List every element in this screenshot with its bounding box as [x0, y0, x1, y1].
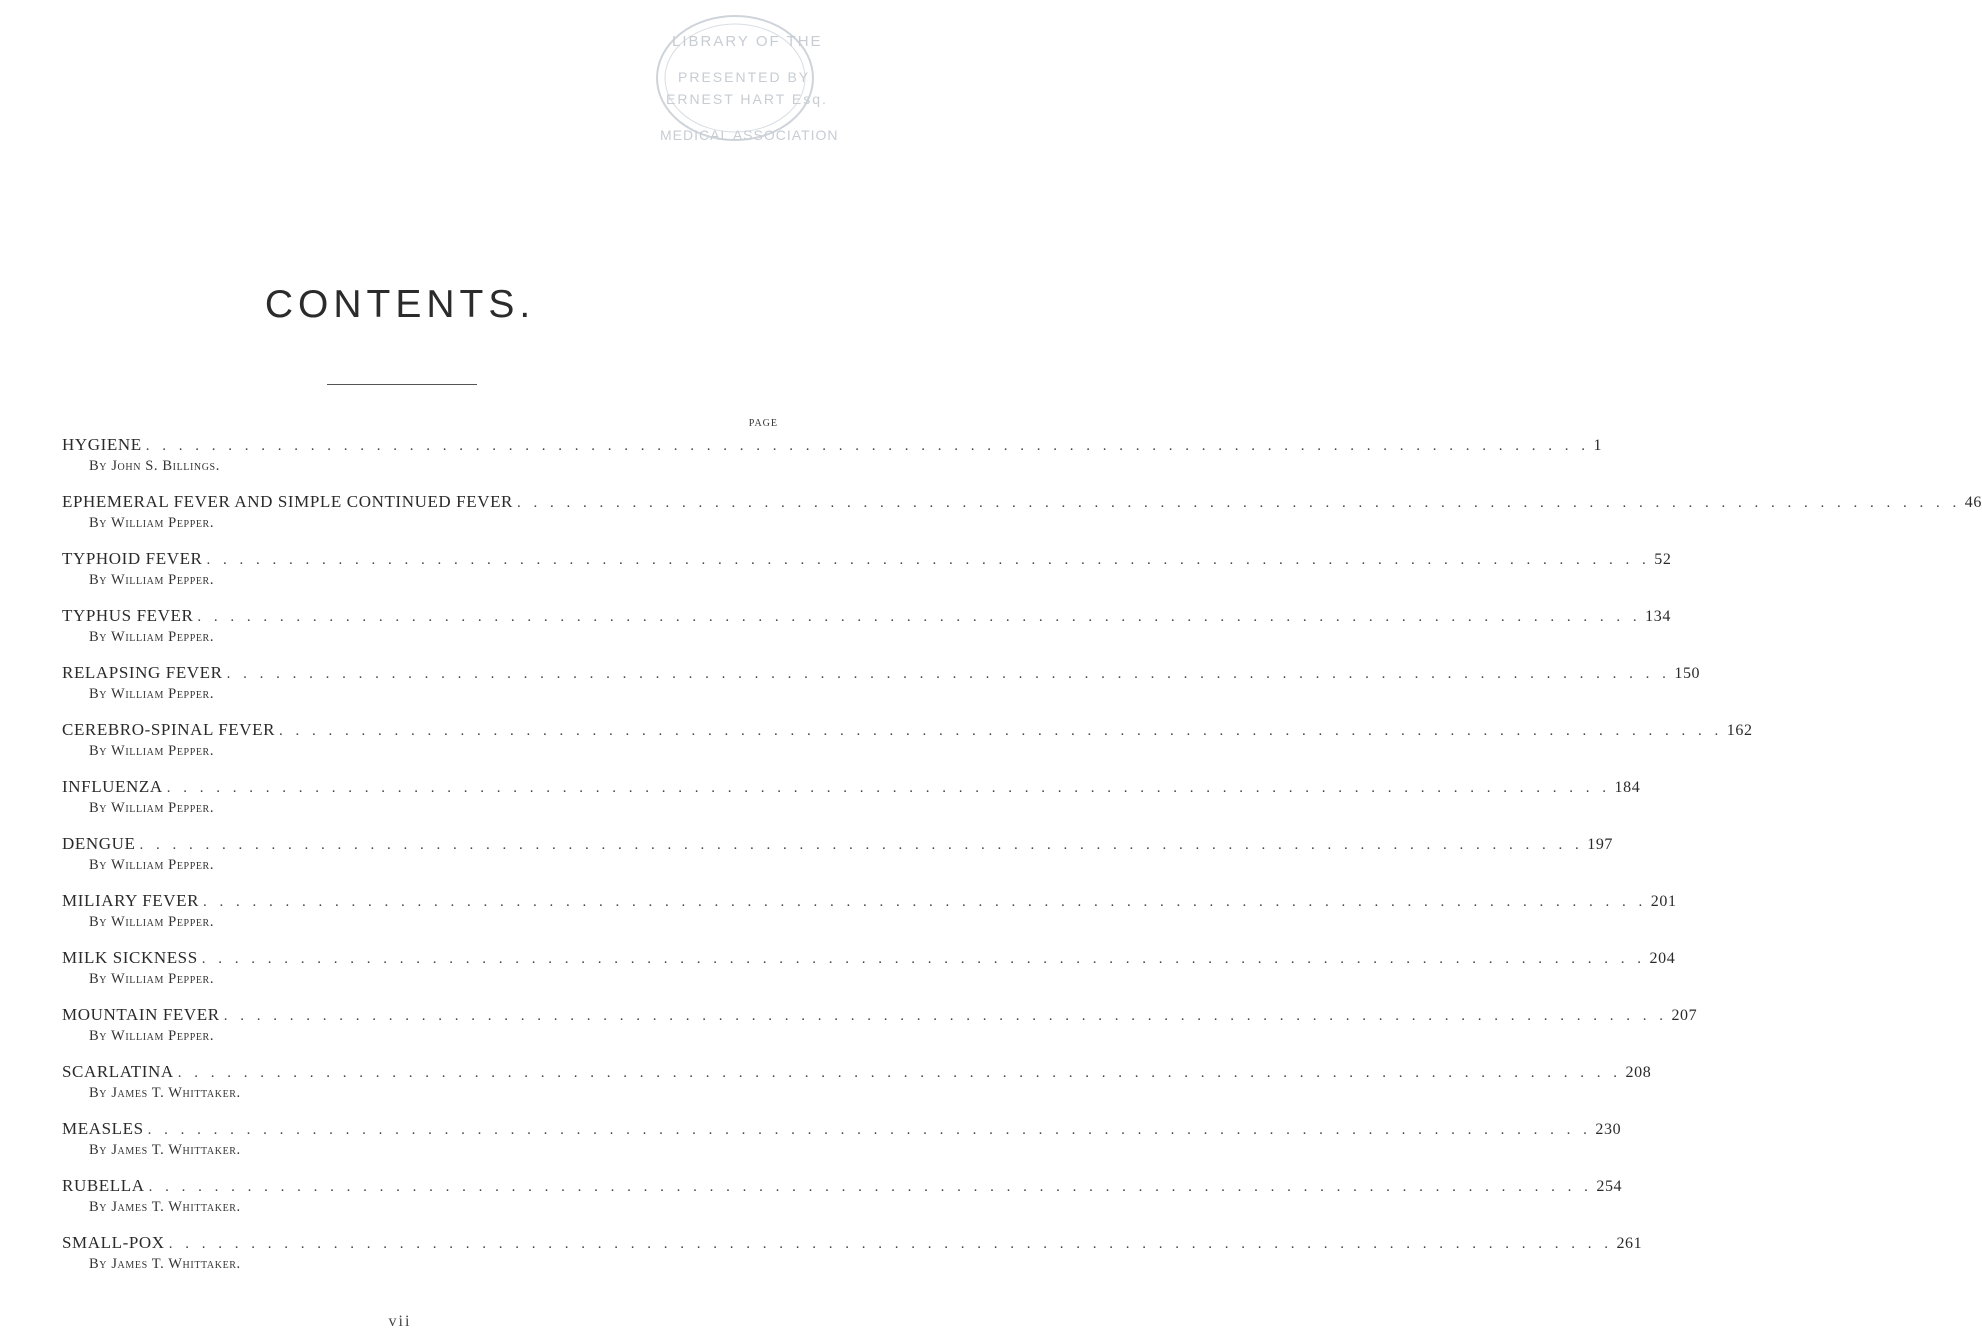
stamp-line-bottom: MEDICAL ASSOCIATION	[660, 127, 839, 143]
leader-dots	[279, 720, 1723, 742]
contents-list	[62, 434, 1982, 1289]
entry-page: 134	[1645, 608, 1671, 625]
entry-title: EPHEMERAL FEVER AND SIMPLE CONTINUED FEVER	[62, 492, 513, 511]
entry-author: By James T. Whittaker.	[89, 1142, 241, 1158]
leader-dots	[146, 435, 1590, 457]
leader-dots	[167, 777, 1611, 799]
entry-author: By William Pepper.	[89, 686, 215, 702]
entry-page: 254	[1596, 1178, 1623, 1195]
entry-page: 201	[1650, 893, 1677, 910]
entry-title: INFLUENZA	[62, 777, 163, 796]
contents-entry	[62, 776, 1641, 833]
page-folio: vii	[388, 1313, 412, 1330]
leader-dots	[224, 1005, 1668, 1027]
leader-dots	[178, 1062, 1622, 1084]
leader-dots	[202, 948, 1646, 970]
entry-title: SMALL-POX	[62, 1233, 165, 1252]
contents-entry	[62, 662, 1701, 719]
contents-entry	[62, 890, 1677, 947]
entry-author: By William Pepper.	[89, 971, 215, 987]
entry-title: CEREBRO-SPINAL FEVER	[62, 720, 276, 739]
leader-dots	[517, 492, 1961, 514]
leader-dots	[148, 1119, 1592, 1141]
entry-title: MILK SICKNESS	[62, 948, 198, 967]
contents-entry	[62, 1004, 1698, 1061]
entry-title: SCARLATINA	[62, 1062, 174, 1081]
entry-page: 1	[1593, 437, 1603, 454]
contents-entry	[62, 491, 1982, 548]
entry-page: 261	[1616, 1235, 1643, 1252]
contents-entry	[62, 605, 1671, 662]
entry-page: 230	[1595, 1121, 1622, 1138]
contents-entry	[62, 434, 1603, 491]
leader-dots	[207, 549, 1651, 571]
contents-entry	[62, 1118, 1622, 1175]
entry-title: DENGUE	[62, 834, 136, 853]
entry-page: 207	[1671, 1007, 1698, 1024]
entry-page: 204	[1649, 950, 1676, 967]
entry-page: 208	[1625, 1064, 1652, 1081]
entry-author: By William Pepper.	[89, 572, 215, 588]
leader-dots	[169, 1233, 1613, 1255]
contents-entry	[62, 1175, 1623, 1232]
entry-author: By William Pepper.	[89, 800, 215, 816]
leader-dots	[139, 834, 1583, 856]
leader-dots	[197, 606, 1641, 628]
entry-author: By William Pepper.	[89, 1028, 215, 1044]
entry-title: RELAPSING FEVER	[62, 663, 223, 682]
entry-page: 184	[1614, 779, 1641, 796]
entry-page: 150	[1674, 665, 1701, 682]
entry-title: MOUNTAIN FEVER	[62, 1005, 220, 1024]
contents-entry	[62, 947, 1676, 1004]
page-column-header: PAGE	[748, 418, 778, 429]
entry-title: MEASLES	[62, 1119, 144, 1138]
leader-dots	[149, 1176, 1593, 1198]
entry-author: By James T. Whittaker.	[89, 1199, 241, 1215]
entry-author: By William Pepper.	[89, 914, 215, 930]
entry-author: By William Pepper.	[89, 857, 215, 873]
entry-author: By James T. Whittaker.	[89, 1256, 241, 1272]
entry-author: By William Pepper.	[89, 629, 215, 645]
leader-dots	[227, 663, 1671, 685]
title-rule	[327, 384, 477, 385]
page-title: CONTENTS.	[264, 283, 536, 326]
entry-page: 46	[1964, 494, 1982, 511]
entry-author: By John S. Billings.	[89, 458, 220, 474]
contents-entry	[62, 719, 1753, 776]
entry-title: RUBELLA	[62, 1176, 145, 1195]
stamp-line-top: LIBRARY OF THE	[672, 33, 823, 50]
entry-page: 197	[1587, 836, 1614, 853]
entry-title: TYPHUS FEVER	[62, 606, 194, 625]
entry-title: HYGIENE	[62, 435, 142, 454]
contents-entry	[62, 1061, 1652, 1118]
leader-dots	[203, 891, 1647, 913]
stamp-line-donor: ERNEST HART Esq.	[666, 91, 828, 107]
entry-page: 52	[1654, 551, 1672, 568]
entry-author: By William Pepper.	[89, 743, 215, 759]
entry-title: TYPHOID FEVER	[62, 549, 203, 568]
contents-entry	[62, 1232, 1643, 1289]
entry-author: By William Pepper.	[89, 515, 215, 531]
entry-title: MILIARY FEVER	[62, 891, 200, 910]
contents-entry	[62, 548, 1672, 605]
entry-page: 162	[1726, 722, 1753, 739]
library-stamp	[640, 0, 839, 150]
entry-author: By James T. Whittaker.	[89, 1085, 241, 1101]
stamp-line-presented: PRESENTED BY	[678, 69, 811, 85]
contents-entry	[62, 833, 1614, 890]
